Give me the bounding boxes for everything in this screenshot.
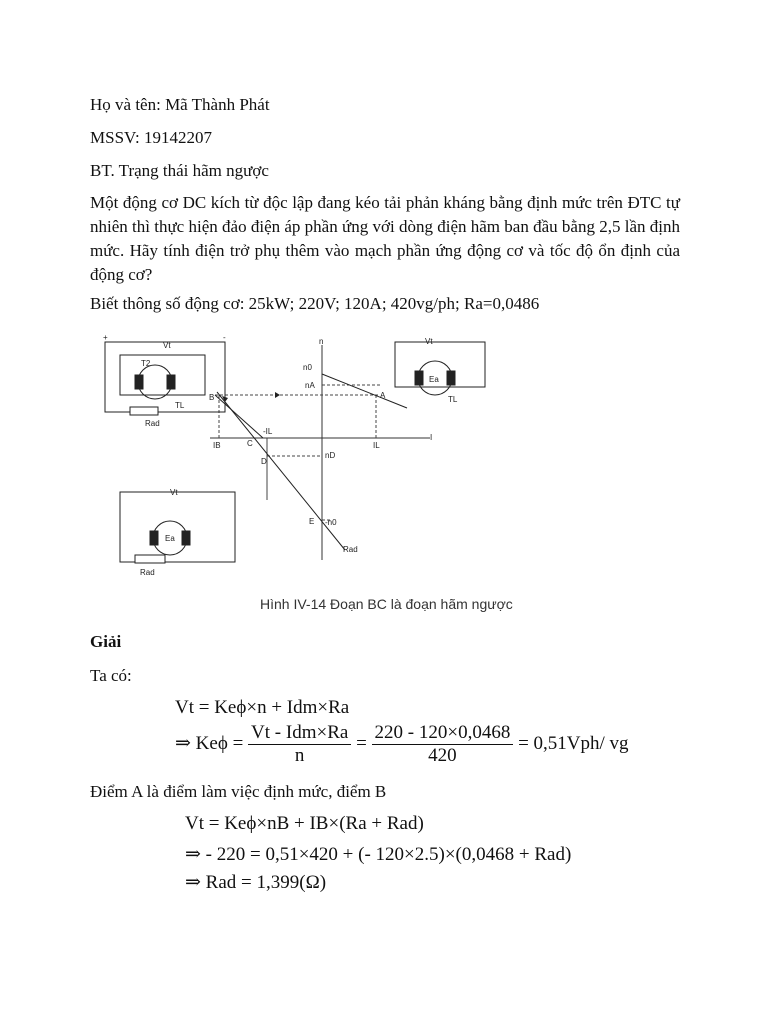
exercise-title: BT. Trạng thái hãm ngược [90,161,269,180]
tl-1: TL [175,401,185,410]
figure-caption: Hình IV-14 Đoạn BC là đoạn hãm ngược [260,596,513,612]
ea-label-3: Ea [165,534,175,543]
point-b: B [209,393,215,402]
n0-label: n0 [303,363,312,372]
student-id: MSSV: 19142207 [90,128,213,147]
tl-2: TL [448,395,458,404]
vt-label-1: Vt [163,341,171,350]
point-d: D [261,457,267,466]
vt-label-3: Vt [170,488,178,497]
i-axis-label: I [430,433,433,442]
ib-label: IB [213,441,221,450]
equation-2: ⇒ Keϕ = $\frac{\text{Vt - Idm×Ra}}{n}$ = $\frac{220 - 120\times 0,0468}{420}$ = 0,51Vph/ vg [175,722,629,766]
solution-heading: Giải [90,632,122,651]
problem-statement: Một động cơ DC kích từ độc lập đang kéo tải phản kháng bằng định mức trên ĐTC tự nhiên thì thực hiện đảo điện áp phần ứng với dòng điện hãm ban đầu bằng 2,5 lần định mức. Hãy tính điện trở phụ thêm vào mạch phần ứng động cơ và tốc độ ổn định của động cơ? [90,193,680,284]
braking-characteristic-figure [95,330,535,590]
minus-il-label: -IL [263,427,273,436]
il-label: IL [373,441,380,450]
minus-n0-label: -n0 [325,518,337,527]
rad-box-3: Rad [140,568,155,577]
point-a: A [380,391,386,400]
equation-2-fraction-2 [372,722,514,767]
equation-3: Vt = Keϕ×nB + IB×(Ra + Rad) [185,813,424,834]
motor-parameters: Biết thông số động cơ: 25kW; 220V; 120A; 420vg/ph; Ra=0,0486 [90,294,540,313]
circuit-diagram-braking [120,492,235,563]
n-axis-label: n [319,337,324,346]
fraction-1-numerator: Vt - Idm×Ra [248,722,351,745]
rad-box-1: Rad [145,419,160,428]
solution-intro: Ta có: [90,666,132,685]
equation-2-lhs: ⇒ Keϕ = [175,732,244,754]
ea-label-2: Ea [429,375,439,384]
na-label: nA [305,381,315,390]
fraction-2-denominator: 420 [428,745,457,766]
rad-label: Rad [343,545,358,554]
circuit-diagram-motoring [395,342,485,395]
student-name: Họ và tên: Mã Thành Phát [90,95,270,114]
circuit-diagram-reverse [105,342,225,415]
point-c: C [247,439,253,448]
equation-4: ⇒ - 220 = 0,51×420 + (- 120×2.5)×(0,0468 + Rad) [185,844,572,865]
equation-5: ⇒ Rad = 1,399(Ω) [185,872,327,893]
point-a-description: Điểm A là điểm làm việc định mức, điểm B [90,782,387,801]
equation-2-result: = 0,51Vph/ vg [518,732,629,754]
plus-1: + [103,333,108,342]
vt-label-2: Vt [425,337,433,346]
point-e: E [309,517,315,526]
fraction-1-denominator: n [294,745,305,766]
equation-2-fraction-1 [248,722,351,767]
minus-1: - [223,333,226,342]
t2-1: T2 [141,359,151,368]
nd-label: nD [325,451,336,460]
fraction-2-numerator: 220 - 120×0,0468 [372,722,514,745]
equation-1: Vt = Keϕ×n + Idm×Ra [175,697,350,718]
